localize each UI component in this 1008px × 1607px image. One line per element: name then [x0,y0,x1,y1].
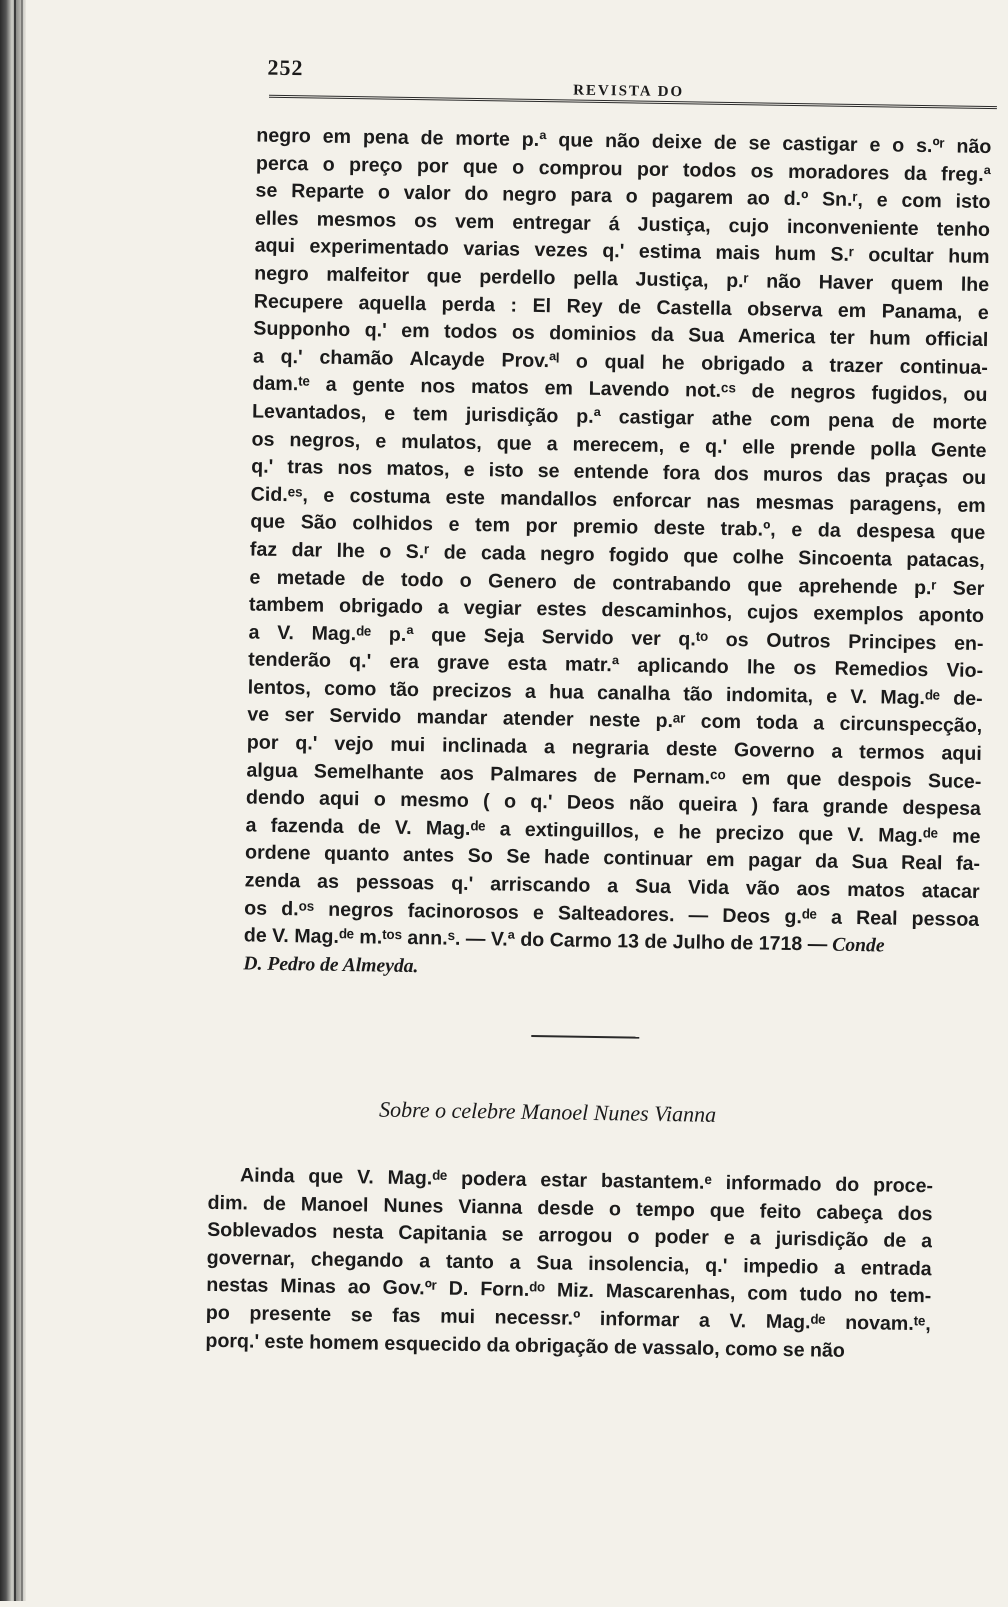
text-line: nestas Minas ao Gov.ºʳ D. Forn.ᵈᵒ Miz. Mascarenhas, com tudo no tem- [206,1274,932,1308]
text-line: ordene quanto antes So Se hade continuar em pagar da Sua Real fa- [244,841,981,876]
text-line: dam.ᵗᵉ a gente nos matos em Lavendo not.ᶜˢ de negros fugidos, ou [252,372,988,407]
text-line: dendo aqui o mesmo ( o q.' Deos não queira ) fara grande despesa [245,786,982,821]
text-line: Ainda que V. Mag.ᵈᵉ podera estar bastantem.ᵉ informado do proce- [239,1164,934,1198]
page-number: 252 [267,54,304,81]
section-divider [531,1035,639,1039]
text-line: tambem obrigado a vegiar estes descaminhos, cujos exemplos aponto [248,593,985,628]
text-line: Cid.ᵉˢ, e costuma este mandallos enforcar nas mesmas paragens, em [250,483,986,517]
text-line: negro malfeitor que perdello pella Justiça, p.ʳ não Haver quem lhe [254,262,990,297]
text-line: algua Semelhante aos Palmares de Pernam.ᶜᵒ em que despois Suce- [246,759,982,793]
text-line: de V. Mag.ᵈᵉ m.ᵗᵒˢ ann.ˢ. — V.ª do Carmo 13 de Julho de 1718 — Conde [243,924,885,957]
text-line: perca o preço por que o comprou por todos os moradores da freg.ª [255,152,992,186]
text-line: ve ser Servido mandar atender neste p.ᵃʳ com toda a circunspecção, [247,703,983,738]
text-line: elles mesmos os vem entregar á Justiça, cujo inconveniente tenho [254,207,991,241]
text-line: por q.' vejo mui inclinada a negraria deste Governo a termos aqui [246,731,982,766]
text-line: q.' tras nos matos, e isto se entende fora dos muros das praças ou [251,455,987,490]
letter-text [243,123,991,990]
text-line: a fazenda de V. Mag.ᵈᵉ a extinguillos, e he precizo que V. Mag.ᵈᵉ me [245,814,981,848]
text-line: Recupere aquella perda : El Rey de Castella observa em Panama, e [253,290,989,324]
text-line: e metade de todo o Genero de contrabando que aprehende p.ʳ Ser [249,565,985,600]
text-line: Levantados, e tem jurisdição p.ª castigar athe com pena de morte [251,400,988,434]
text-line: se Reparte o valor do negro para o pagarem ao d.º Sn.ʳ, e com isto [255,179,991,214]
text-line: a q.' chamão Alcayde Prov.ªˡ o qual he obrigado a trazer continua- [252,345,989,379]
text-line: lentos, como tão precizos a hua canalha tão indomita, e V. Mag.ᵈᵉ de- [247,676,983,710]
text-line: zenda as pessoas q.' arriscando a Sua Vida vão aos matos atacar [244,869,980,904]
text-line: tenderão q.' era grave esta matr.ª aplicando lhe os Remedios Vio- [247,648,984,683]
text-line: faz dar lhe o S.ʳ de cada negro fogido que colhe Sincoenta patacas, [249,538,985,572]
signature-name: D. Pedro de Almeyda. [243,953,419,977]
text-line: Supponho q.' em todos os dominios da Sua America ter hum official [253,317,989,352]
text-line: os d.ᵒˢ negros facinorosos e Salteadores. — Deos g.ᵈᵉ a Real pessoa [244,897,980,931]
text-line: dim. de Manoel Nunes Vianna desde o tempo que feito cabeça dos [207,1191,933,1225]
text-line: negro em pena de morte p.ª que não deixe de se castigar e o s.ºʳ não [256,124,992,159]
signature-title: Conde [827,934,885,957]
running-title: REVISTA DO [573,82,685,101]
text-line: porq.' este homem esquecido da obrigação de vassalo, como se não [205,1329,846,1362]
text-line: a V. Mag.ᵈᵉ p.ª que Seja Servido ver q.ᵗᵒ os Outros Principes en- [248,621,984,655]
text-line: aqui experimentado varias vezes q.' estima mais hum S.ʳ ocultar hum [254,234,990,269]
text-line: Soblevados nesta Capitania se arrogou o poder e a jurisdição de a [207,1219,933,1253]
section2-text [205,1162,933,1367]
text-line: po presente se fas mui necessr.º informar a V. Mag.ᵈᵉ novam.ᵗᵉ, [205,1301,931,1336]
section-title: Sobre o celebre Manoel Nunes Vianna [378,1096,717,1127]
text-line: os negros, e mulatos, que a merecem, e q.' elle prende polla Gente [251,428,987,462]
text-line: governar, chegando a tanto a Sua insolencia, q.' impedio a entrada [206,1246,932,1281]
text-line: que São colhidos e tem por premio deste trab.º, e da despesa que [250,510,986,545]
